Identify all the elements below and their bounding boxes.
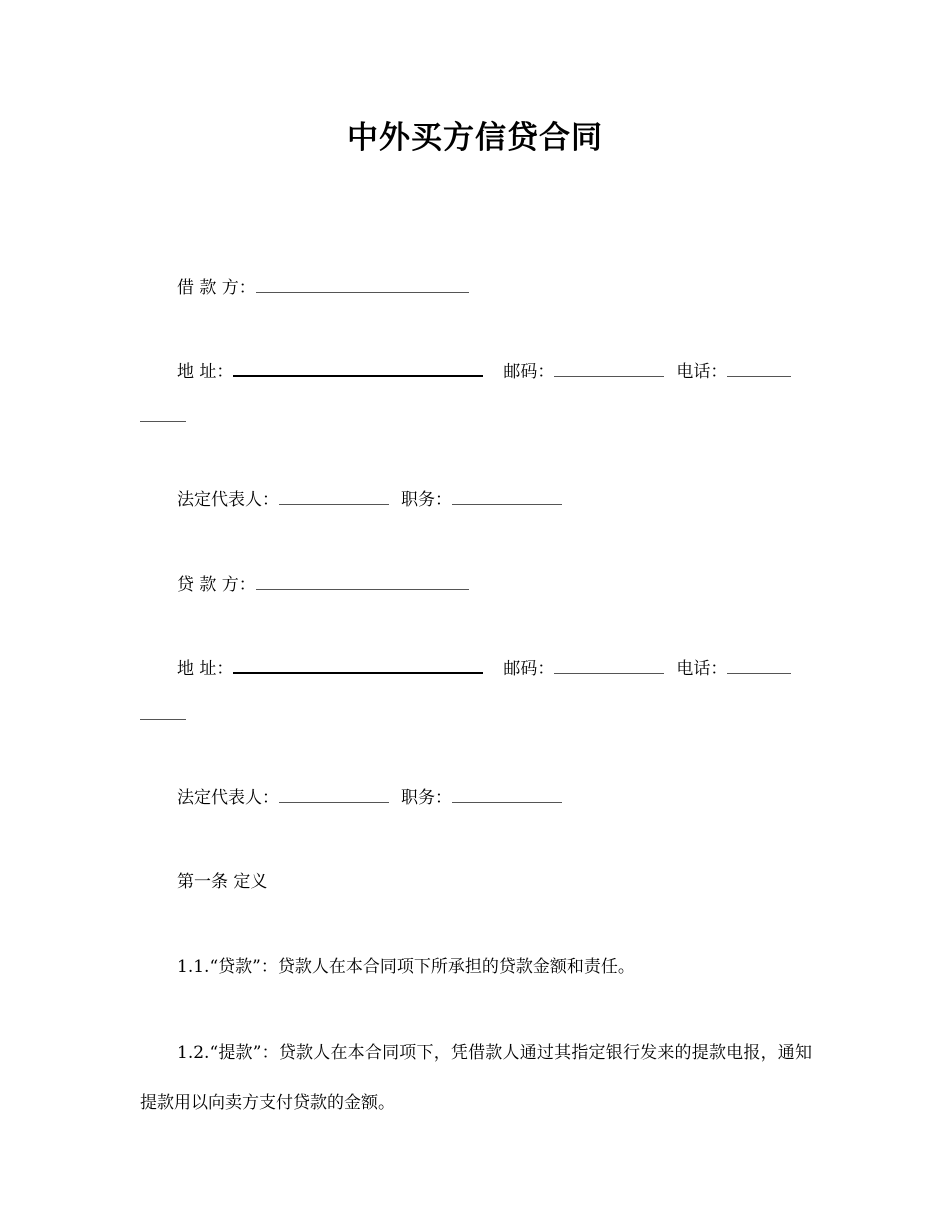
borrower-postcode-blank	[554, 375, 664, 377]
borrower-phone-blank	[727, 375, 791, 377]
article-1-heading: 第一条 定义	[177, 872, 268, 892]
borrower-party-line	[177, 276, 469, 300]
lender-postcode-blank	[554, 672, 664, 674]
lender-postcode-label: 邮码：	[503, 659, 555, 679]
lender-party-label: 贷 款 方：	[177, 575, 256, 595]
lender-address-line	[177, 657, 791, 681]
borrower-address-label: 地 址：	[177, 362, 234, 382]
document-title: 中外买方信贷合同	[347, 120, 603, 156]
borrower-legal-rep-line	[177, 488, 562, 512]
lender-name-blank	[256, 588, 469, 590]
lender-address-label: 地 址：	[177, 659, 234, 679]
borrower-party-label: 借 款 方：	[177, 278, 256, 298]
borrower-name-blank	[256, 291, 469, 293]
lender-position-blank	[452, 801, 562, 803]
lender-legal-rep-line	[177, 786, 562, 810]
clause-1-1: 1.1.“贷款”：贷款人在本合同项下所承担的贷款金额和责任。	[177, 957, 635, 977]
lender-legal-rep-label: 法定代表人：	[177, 788, 279, 808]
lender-phone-label: 电话：	[676, 659, 728, 679]
borrower-legal-rep-label: 法定代表人：	[177, 490, 279, 510]
borrower-address-blank	[233, 374, 483, 377]
borrower-phone-label: 电话：	[676, 362, 728, 382]
lender-address-blank	[233, 671, 483, 674]
lender-phone-blank-continued	[140, 718, 186, 720]
borrower-position-label: 职务：	[401, 490, 452, 510]
borrower-address-line	[177, 360, 791, 384]
clause-1-2: 1.2.“提款”：贷款人在本合同项下，凭借款人通过其指定银行发来的提款电报，通知提款用以向卖方支付贷款的金额。	[140, 1043, 812, 1113]
borrower-postcode-label: 邮码：	[503, 362, 555, 382]
lender-legal-rep-blank	[279, 801, 389, 803]
borrower-position-blank	[452, 503, 562, 505]
borrower-legal-rep-blank	[279, 503, 389, 505]
borrower-phone-blank-continued	[140, 420, 186, 422]
lender-phone-blank	[727, 672, 791, 674]
lender-party-line	[177, 573, 469, 597]
lender-position-label: 职务：	[401, 788, 452, 808]
